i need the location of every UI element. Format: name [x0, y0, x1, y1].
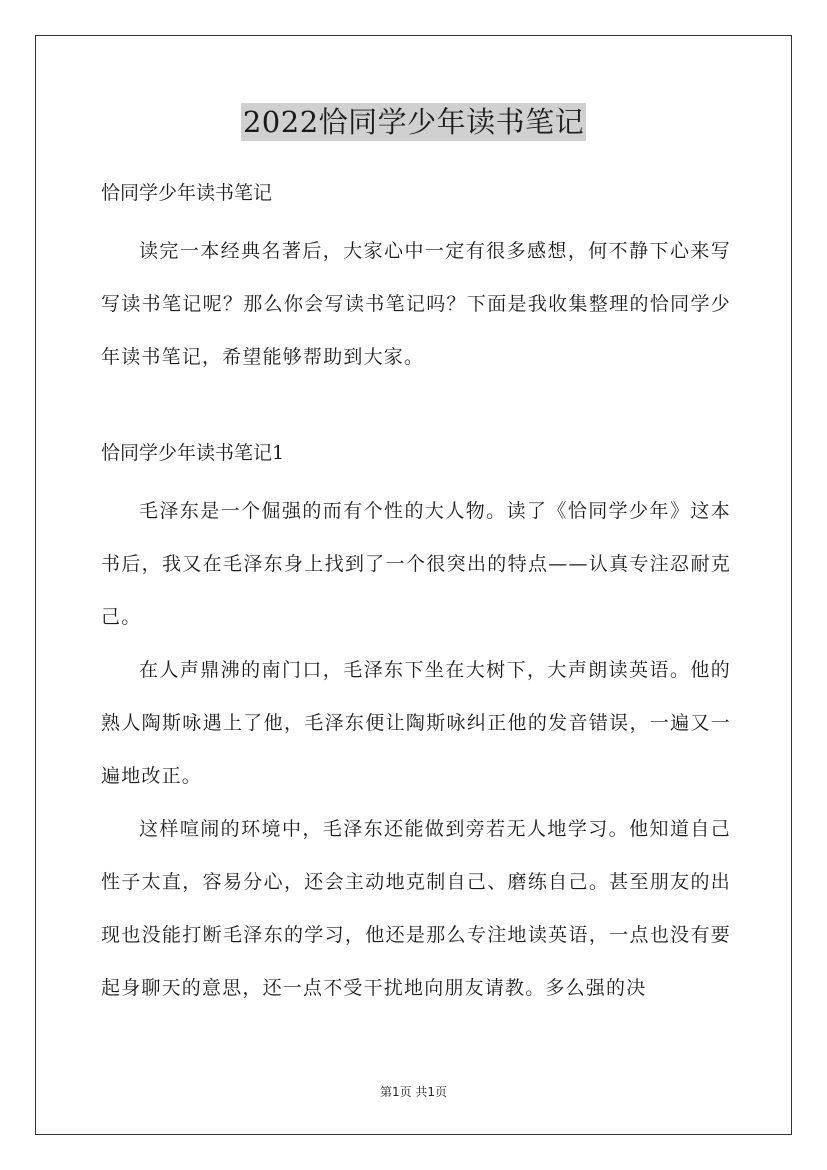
section-heading: 恰同学少年读书笔记1	[101, 442, 285, 464]
document-body	[101, 171, 731, 1015]
body-paragraph: 这样喧闹的环境中，毛泽东还能做到旁若无人地学习。他知道自己性子太直，容易分心，还会主动地克制自己、磨练自己。甚至朋友的出现也没能打断毛泽东的学习，他还是那么专注地读英语，一点也没有要起身聊天的意思，还一点不受干扰地向朋友请教。多么强的决	[101, 818, 731, 999]
body-paragraph: 毛泽东是一个倔强的而有个性的大人物。读了《恰同学少年》这本书后，我又在毛泽东身上找到了一个很突出的特点——认真专注忍耐克己。	[101, 500, 731, 628]
page-footer: 第1页 共1页	[379, 1085, 448, 1099]
document-subtitle: 恰同学少年读书笔记	[101, 182, 273, 204]
title-wrap	[0, 103, 827, 141]
spacer	[101, 384, 731, 431]
intro-paragraph: 读完一本经典名著后，大家心中一定有很多感想，何不静下心来写写读书笔记呢？那么你会写读书笔记吗？下面是我收集整理的恰同学少年读书笔记，希望能够帮助到大家。	[101, 240, 731, 368]
body-paragraph: 在人声鼎沸的南门口，毛泽东下坐在大树下，大声朗读英语。他的熟人陶斯咏遇上了他，毛泽东便让陶斯咏纠正他的发音错误，一遍又一遍地改正。	[101, 659, 731, 787]
spacer	[101, 475, 731, 485]
spacer	[101, 215, 731, 225]
document-title: 2022恰同学少年读书笔记	[242, 105, 585, 139]
